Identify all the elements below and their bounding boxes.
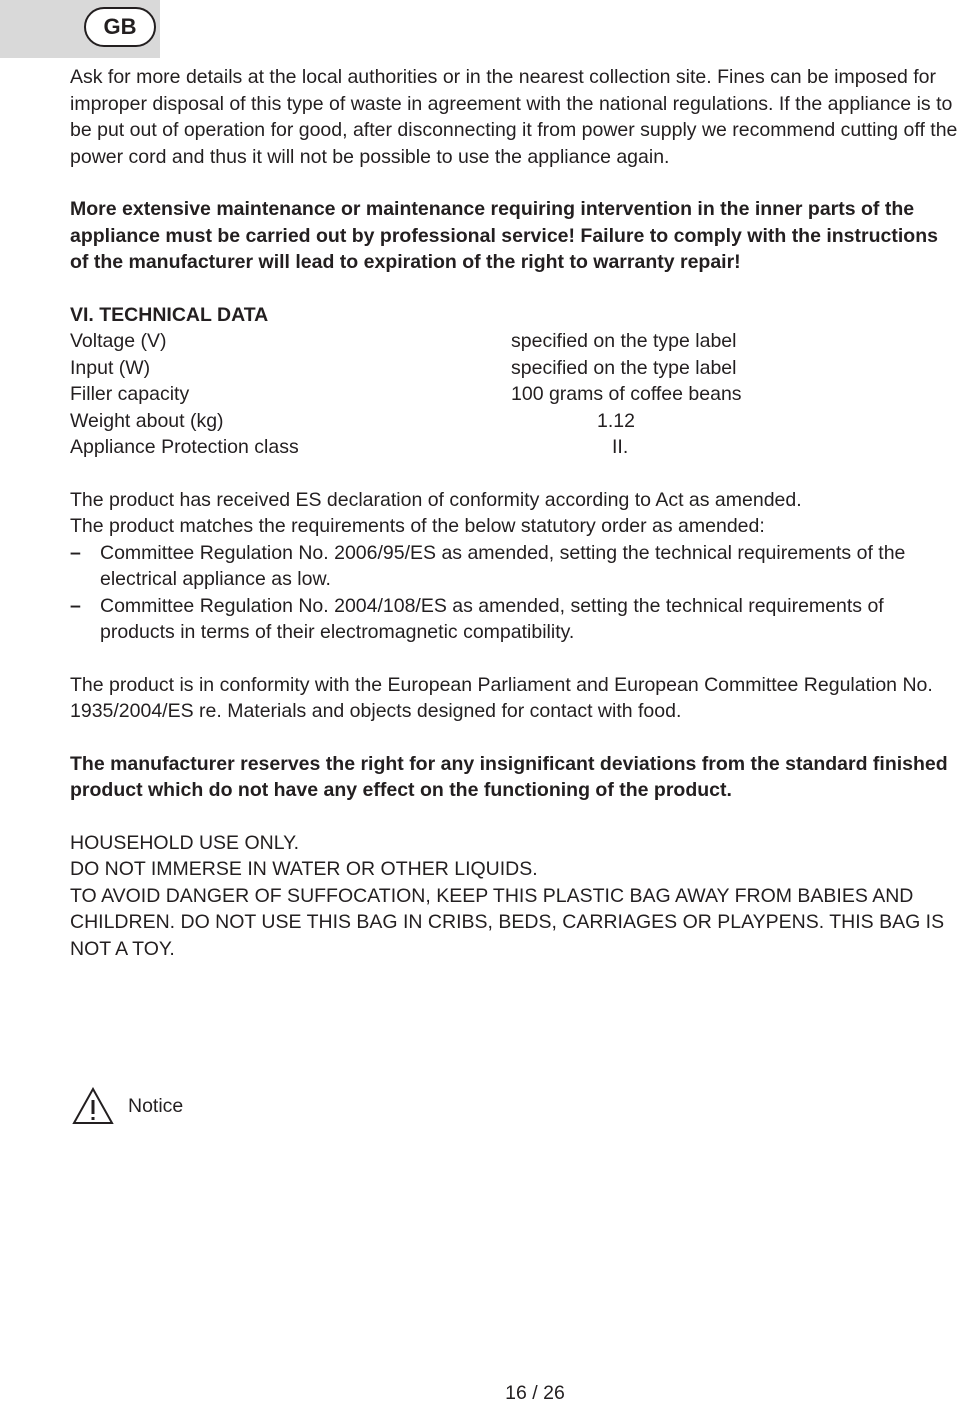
spec-value: 100 grams of coffee beans — [511, 383, 742, 405]
spec-label: Appliance Protection class — [70, 436, 299, 458]
notice-label: Notice — [128, 1094, 184, 1117]
spec-label: Filler capacity — [70, 383, 190, 405]
spec-label: Voltage (V) — [70, 330, 167, 352]
manufacturer-note: The manufacturer reserves the right for any insignificant deviations from the standard finished product which do not have any effect on the functioning of the product. — [70, 752, 948, 801]
spec-value: specified on the type label — [511, 330, 737, 352]
list-item-text: Committee Regulation No. 2004/108/ES as amended, setting the technical requirements of products in terms of their electromagnetic compatibility. — [100, 594, 884, 643]
spec-label: Weight about (kg) — [70, 409, 224, 432]
immerse-warning: DO NOT IMMERSE IN WATER OR OTHER LIQUIDS. — [70, 858, 538, 880]
spec-value: specified on the type label — [511, 356, 737, 379]
conformity-requirements: The product matches the requirements of the below statutory order as amended: — [70, 515, 765, 537]
maintenance-paragraph: More extensive maintenance or maintenance requiring intervention in the inner parts of the appliance must be carried out by professional service! Failure to comply with the instructions of the manufacturer will lead to expiration of the right to warranty repair! — [70, 198, 938, 273]
language-badge: GB — [84, 7, 156, 47]
food-contact-paragraph: The product is in conformity with the European Parliament and European Committee Regulation No. 1935/2004/ES re. Materials and objects designed for contact with food. — [70, 673, 933, 722]
spec-value: 1.12 — [597, 409, 635, 432]
spec-row-input — [70, 355, 960, 382]
warning-triangle-icon — [72, 1087, 114, 1125]
dash-bullet: – — [70, 594, 81, 617]
list-item — [70, 540, 960, 593]
list-item-text: Committee Regulation No. 2006/95/ES as amended, setting the technical requirements of the electrical appliance as low. — [100, 541, 906, 590]
spec-value: II. — [612, 436, 629, 458]
spec-row-weight — [70, 408, 960, 435]
conformity-declaration: The product has received ES declaration of conformity according to Act as amended. — [70, 488, 802, 511]
language-tab — [0, 0, 160, 58]
warnings-section — [70, 830, 960, 963]
spec-label: Input (W) — [70, 356, 151, 379]
spec-row-voltage — [70, 328, 960, 355]
household-warning: HOUSEHOLD USE ONLY. — [70, 831, 300, 854]
list-item — [70, 593, 960, 646]
page-number: 16 / 26 — [505, 1382, 565, 1404]
spec-row-protection-class — [70, 434, 960, 461]
technical-data-section — [70, 302, 960, 461]
page-content — [70, 64, 960, 962]
technical-data-heading: VI. TECHNICAL DATA — [70, 303, 269, 326]
notice — [72, 1085, 183, 1127]
spec-row-filler-capacity — [70, 381, 960, 408]
conformity-section — [70, 487, 960, 725]
plastic-bag-warning: TO AVOID DANGER OF SUFFOCATION, KEEP THIS PLASTIC BAG AWAY FROM BABIES AND CHILDREN. DO NOT USE THIS BAG IN CRIBS, BEDS, CARRIAGES OR PLAYPENS. THIS BAG IS NOT A TOY. — [70, 884, 945, 960]
regulation-list — [70, 540, 960, 646]
disposal-paragraph: Ask for more details at the local authorities or in the nearest collection site. Fines can be imposed for improper disposal of this type of waste in agreement with the national regulations. If the appliance is to be put out of operation for good, after disconnecting it from power supply we recommend cutting off the power cord and thus it will not be possible to use the appliance again. — [70, 66, 958, 168]
dash-bullet: – — [70, 541, 81, 564]
